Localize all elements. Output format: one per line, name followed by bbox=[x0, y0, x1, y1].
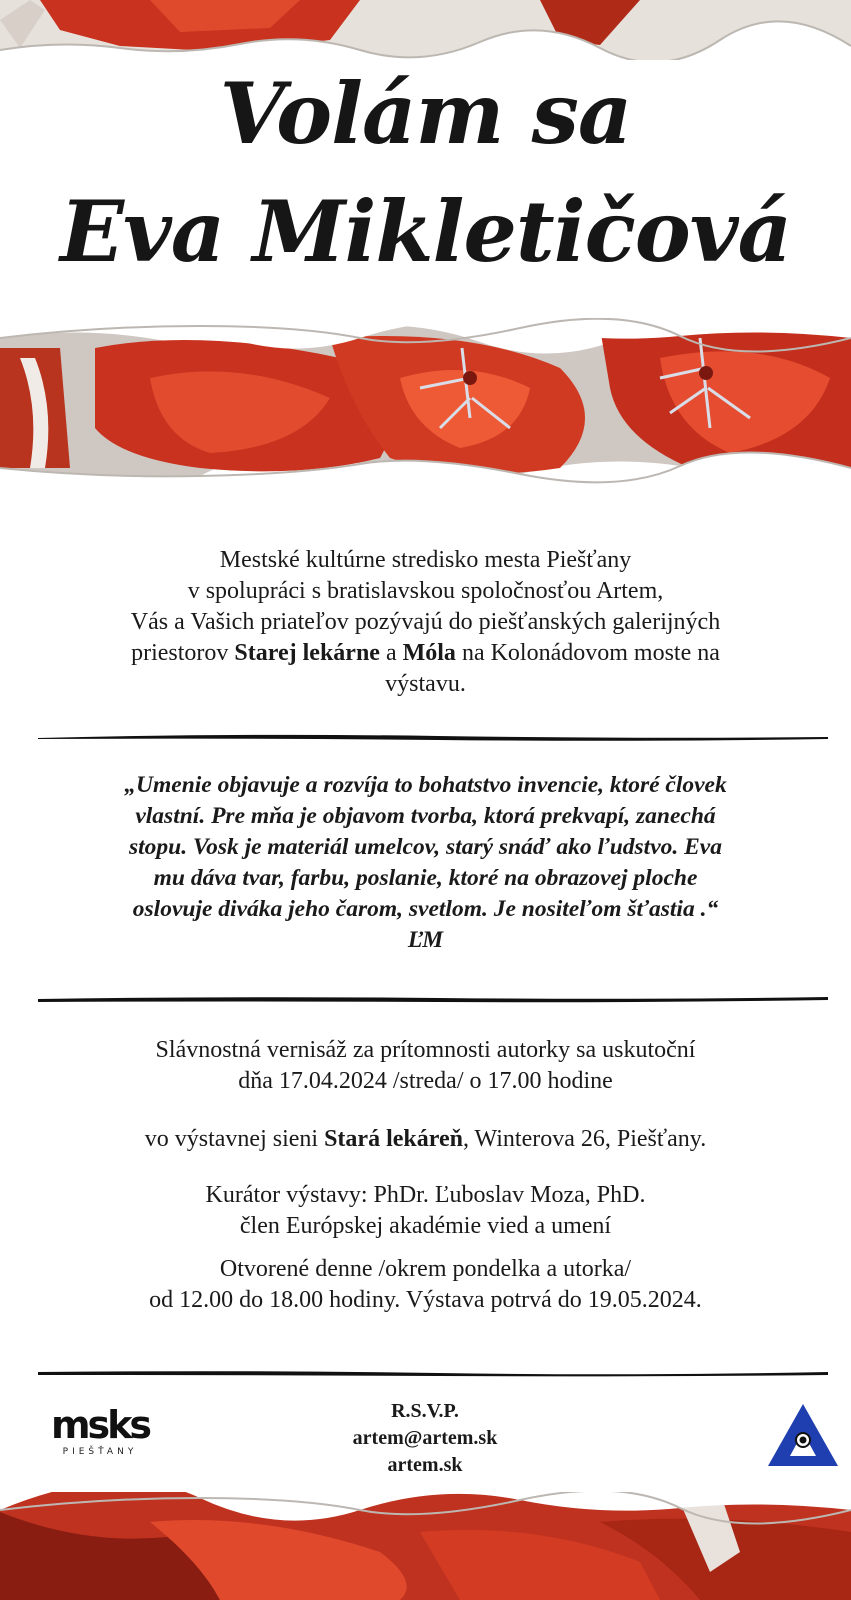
bottom-flower-band bbox=[0, 1492, 851, 1600]
venue-info bbox=[30, 1124, 821, 1155]
msks-logo bbox=[50, 1405, 160, 1465]
quote-line: „Umenie objavuje a rozvíja to bohatstvo invencie, ktoré človek bbox=[124, 772, 727, 798]
rsvp-block bbox=[300, 1398, 550, 1479]
brush-divider bbox=[38, 1367, 828, 1379]
brush-divider bbox=[38, 731, 828, 743]
intro-line: výstavu. bbox=[385, 671, 466, 697]
venue-text: vo výstavnej sieni bbox=[144, 1126, 325, 1152]
intro-line: v spolupráci s bratislavskou spoločnosťou Artem, bbox=[187, 578, 664, 604]
flower-painting-band bbox=[0, 318, 851, 488]
curator-name: Kurátor výstavy: PhDr. Ľuboslav Moza, PhD. bbox=[205, 1182, 646, 1208]
intro-line: Mestské kultúrne stredisko mesta Piešťany bbox=[219, 547, 632, 573]
quote-signature: ĽM bbox=[407, 927, 444, 953]
rsvp-email-link[interactable]: artem@artem.sk bbox=[352, 1427, 498, 1449]
rsvp-label: R.S.V.P. bbox=[391, 1400, 459, 1422]
msks-logo-subtitle: PIEŠŤANY bbox=[62, 1447, 138, 1457]
brush-divider bbox=[38, 993, 828, 1005]
hours-line: Otvorené denne /okrem pondelka a utorka/ bbox=[219, 1256, 632, 1282]
vernissage-line: Slávnostná vernisáž za prítomnosti autorky sa uskutoční bbox=[155, 1037, 696, 1063]
intro-text: a bbox=[379, 640, 403, 666]
quote-line: mu dáva tvar, farbu, poslanie, ktoré na obrazovej ploche bbox=[153, 865, 698, 891]
triangle-eye-icon bbox=[766, 1402, 840, 1468]
intro-text: priestorov bbox=[131, 640, 235, 666]
rsvp-web-link[interactable]: artem.sk bbox=[387, 1454, 463, 1476]
venue-name-mola: Móla bbox=[402, 640, 456, 666]
intro-line bbox=[30, 638, 821, 669]
quote-block bbox=[30, 770, 821, 956]
hours-line: od 12.00 do 18.00 hodiny. Výstava potrvá do 19.05.2024. bbox=[149, 1287, 702, 1313]
intro-text: na Kolonádovom moste na bbox=[455, 640, 720, 666]
title-line-1: Volám sa bbox=[219, 64, 632, 163]
curator-title: člen Európskej akadémie vied a umení bbox=[239, 1213, 612, 1239]
vernissage-info bbox=[30, 1035, 821, 1097]
quote-line: stopu. Vosk je materiál umelcov, starý snáď ako ľudstvo. Eva bbox=[129, 834, 722, 860]
quote-line: oslovuje diváka jeho čarom, svetlom. Je nositeľom šťastia .“ bbox=[132, 896, 719, 922]
intro-paragraph bbox=[30, 545, 821, 700]
opening-hours bbox=[30, 1254, 821, 1316]
curator-info bbox=[30, 1180, 821, 1242]
venue-name: Stará lekáreň bbox=[324, 1126, 463, 1152]
top-flower-band bbox=[0, 0, 851, 60]
title-line-2: Eva Mikletičová bbox=[59, 182, 792, 281]
msks-logo-text: msks bbox=[50, 1403, 150, 1447]
vernissage-date: dňa 17.04.2024 /streda/ o 17.00 hodine bbox=[238, 1068, 613, 1094]
quote-line: vlastní. Pre mňa je objavom tvorba, ktorá prekvapí, zanechá bbox=[135, 803, 716, 829]
venue-address: , Winterova 26, Piešťany. bbox=[462, 1126, 707, 1152]
intro-line: Vás a Vašich priateľov pozývajú do piešťanských galerijných bbox=[130, 609, 721, 635]
venue-name-starej-lekarne: Starej lekárne bbox=[234, 640, 380, 666]
